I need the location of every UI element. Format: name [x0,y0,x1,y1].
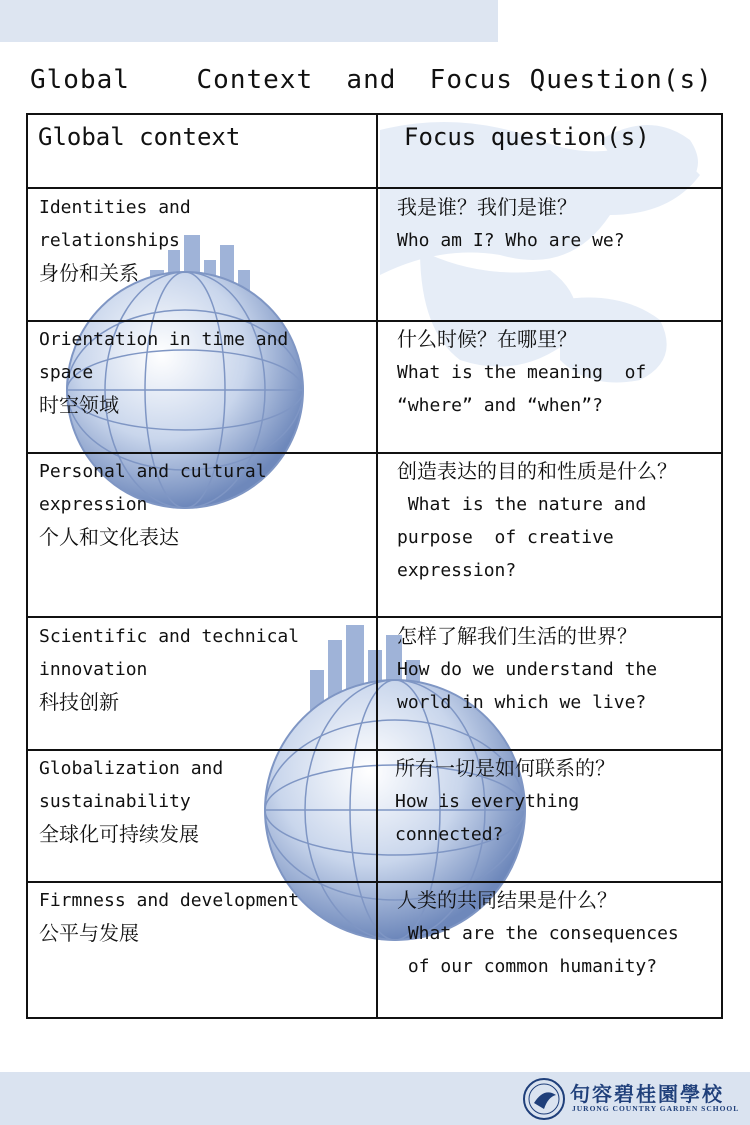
context-chinese: 全球化可持续发展 [39,822,199,846]
question-english: How do we understand the world in which we live? [397,659,658,713]
context-cell [39,455,369,554]
row-divider [28,320,721,322]
row-divider [28,749,721,751]
context-english: Personal and cultural expression [39,461,267,515]
question-cell [397,323,722,422]
context-cell [39,752,369,851]
question-chinese: 我是谁？我们是谁？ [397,195,577,219]
question-cell [397,191,722,257]
row-divider [28,187,721,189]
global-context-table [26,113,723,1019]
question-english: Who am I? Who are we? [397,230,625,251]
question-chinese: 怎样了解我们生活的世界？ [397,624,637,648]
context-cell [39,191,369,290]
context-english: Firmness and development [39,890,300,911]
question-english: What is the nature and purpose of creative expression? [397,494,647,581]
question-english: How is everything connected? [395,791,580,845]
context-english: Identities and relationships [39,197,191,251]
question-chinese: 什么时候？在哪里？ [397,327,577,351]
context-english: Orientation in time and space [39,329,289,383]
question-chinese: 人类的共同结果是什么？ [397,888,617,912]
context-chinese: 个人和文化表达 [39,525,179,549]
context-chinese: 时空领域 [39,393,119,417]
question-english: What is the meaning of “where” and “when”? [397,362,647,416]
question-chinese: 所有一切是如何联系的？ [395,756,615,780]
header-focus-questions: Focus question(s) [404,123,650,151]
row-divider [28,452,721,454]
context-cell [39,323,369,422]
question-chinese: 创造表达的目的和性质是什么？ [397,459,677,483]
school-emblem-icon [522,1077,566,1121]
question-cell [397,620,722,719]
header-global-context: Global context [38,123,241,151]
question-cell [395,752,720,851]
context-cell [39,620,369,719]
context-cell [39,884,369,950]
context-english: Scientific and technical innovation [39,626,300,680]
row-divider [28,616,721,618]
question-english: What are the consequences of our common humanity? [407,923,679,977]
page-title: Global Context and Focus Question(s) [30,65,713,95]
context-chinese: 科技创新 [39,690,119,714]
school-name-english: JURONG COUNTRY GARDEN SCHOOL [572,1104,740,1113]
context-english: Globalization and sustainability [39,758,224,812]
question-cell [397,455,722,587]
row-divider [28,881,721,883]
context-chinese: 公平与发展 [39,921,139,945]
school-name-chinese: 句容碧桂園學校 [570,1082,724,1106]
school-logo [522,1076,744,1122]
context-chinese: 身份和关系 [39,261,139,285]
question-cell [397,884,722,983]
